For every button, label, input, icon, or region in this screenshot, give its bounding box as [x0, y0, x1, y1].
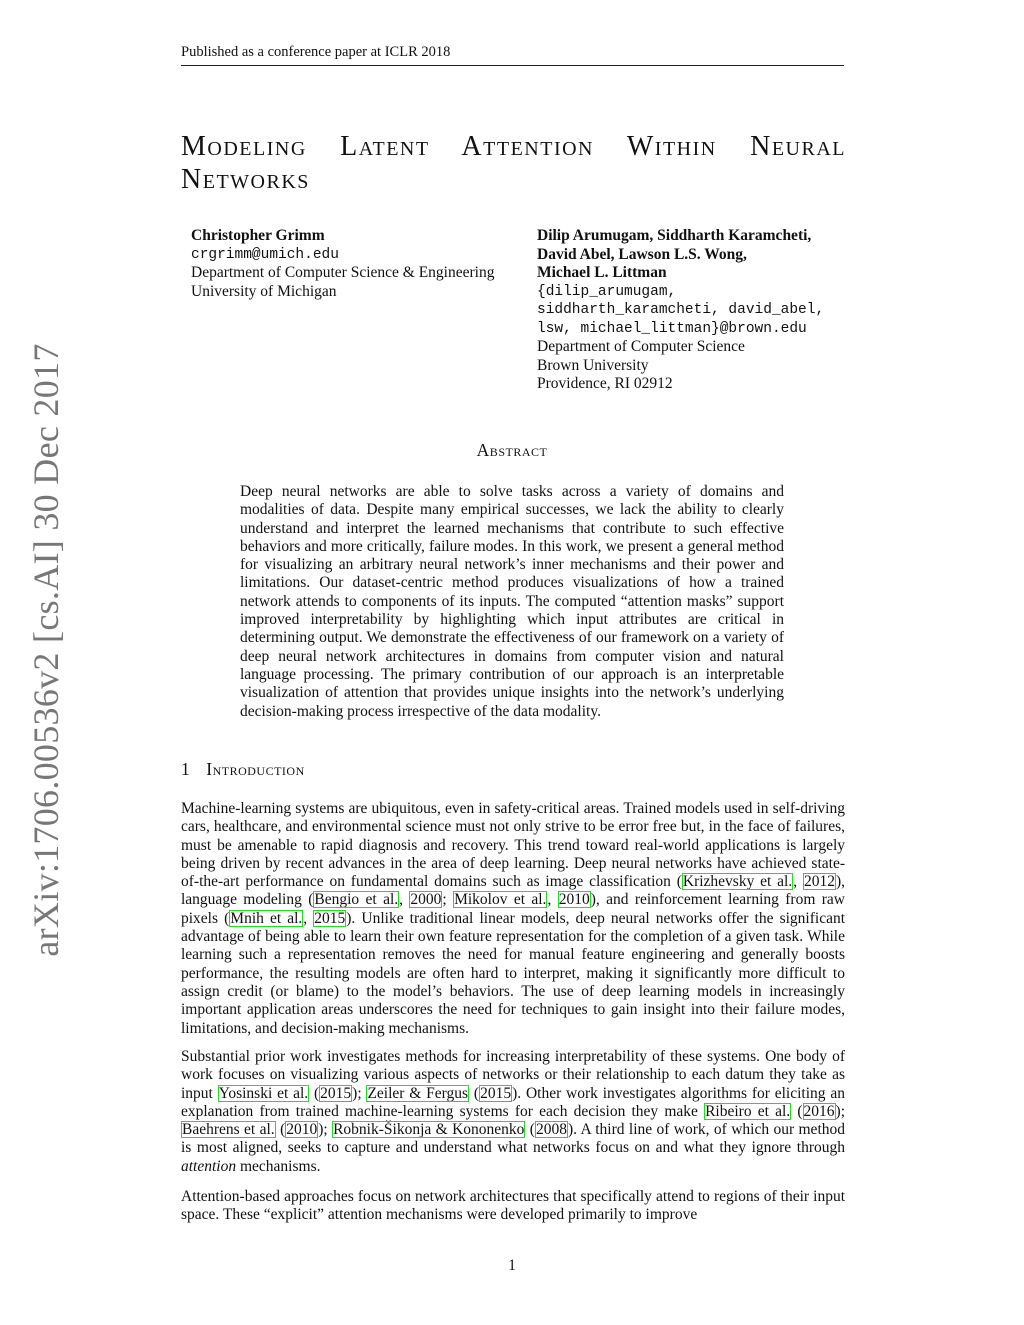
author-institution: Brown University [537, 356, 649, 374]
paragraph-text: ). A third line of work, of which our method is most aligned, seeks to capture and understand what networks focus on and what they ignore through [181, 1121, 845, 1157]
paragraph-text: ; [442, 891, 454, 909]
citation-link[interactable]: 2010 [558, 891, 590, 909]
paragraph-text: ( [525, 1121, 535, 1139]
citation-link[interactable]: Bengio et al. [314, 891, 399, 909]
paragraph-text: Machine-learning systems are ubiquitous, even in safety-critical areas. Trained models used in self-driving cars, healthcare, and environmental science must not only strive to be error free but, in the face of failures, must be amenable to rapid diagnosis and recovery. This trend toward real-world applications is largely being driven by recent advances in the area of deep learning. Deep neural networks have achieved state-of-the-art performance on fundamental domains such as image classification ( [181, 800, 845, 891]
running-header: Published as a conference paper at ICLR 2018 [181, 44, 451, 60]
citation-link[interactable]: Mikolov et al. [454, 891, 547, 909]
abstract-body: Deep neural networks are able to solve tasks across a variety of domains and modalities of data. Despite many empirical successes, we lack the ability to clearly understand and interpret the learned mechanisms that contribute to such effective behaviors and more critically, failure modes. In this work, we present a general method for visualizing an arbitrary neural network’s inner mechanisms and their power and limitations. Our dataset-centric method produces visualizations of how a trained network attends to components of its inputs. The computed “attention masks” support improved interpretability by highlighting which input attributes are critical in determining output. We demonstrate the effectiveness of our framework on a variety of deep neural network architectures in domains from computer vision and natural language processing. The primary contribution of our approach is an interpretable visualization of attention that provides unique insights into the network’s underlying decision-making process irrespective of the data modality. [240, 483, 784, 720]
citation-link[interactable]: 2015 [314, 909, 346, 927]
paragraph-text: ( [275, 1121, 286, 1139]
paragraph-text: , [547, 891, 558, 909]
citation-link[interactable]: 2010 [286, 1121, 318, 1139]
paragraph-text: ); [352, 1084, 367, 1102]
citation-link[interactable]: Yosinski et al. [218, 1084, 309, 1102]
author-email-line-3: lsw, michael_littman}@brown.edu [537, 320, 807, 337]
paragraph-text: ( [469, 1084, 480, 1102]
citation-link[interactable]: 2015 [480, 1084, 512, 1102]
paragraph-text: ), language modeling ( [181, 873, 845, 909]
author-block-brown [537, 227, 824, 394]
paper-title: Modeling Latent Attention Within Neural Networks [181, 131, 846, 195]
paragraph-text: , [793, 873, 803, 891]
author-department: Department of Computer Science & Engineering [191, 264, 495, 281]
citation-link[interactable]: Krizhevsky et al. [682, 873, 793, 891]
author-names-line-1: Dilip Arumugam, Siddharth Karamcheti, [537, 227, 812, 244]
introduction-heading [181, 759, 305, 780]
citation-link[interactable]: Baehrens et al. [182, 1121, 275, 1139]
page-number: 1 [508, 1257, 516, 1274]
author-address: Providence, RI 02912 [537, 375, 673, 392]
abstract-heading: Abstract [476, 440, 548, 460]
paragraph-text: ); [318, 1121, 333, 1139]
author-department: Department of Computer Science [537, 338, 745, 355]
citation-link[interactable]: Zeiler & Fergus [367, 1084, 469, 1102]
intro-paragraph-3: Attention-based approaches focus on network architectures that specifically attend to regions of their input space. These “explicit” attention mechanisms were developed primarily to improve [181, 1188, 845, 1224]
citation-link[interactable]: Robnik-Šikonja & Kononenko [333, 1121, 525, 1139]
citation-link[interactable]: 2016 [803, 1102, 835, 1120]
author-names-line-3: Michael L. Littman [537, 264, 667, 281]
author-names-line-2: David Abel, Lawson L.S. Wong, [537, 245, 747, 263]
citation-link[interactable]: 2008 [535, 1121, 567, 1139]
citation-link[interactable]: Ribeiro et al. [705, 1102, 791, 1120]
author-institution: University of Michigan [191, 282, 337, 300]
paragraph-text: ( [791, 1102, 803, 1120]
paragraph-text: ( [309, 1084, 320, 1102]
author-email-line-2: siddharth_karamcheti, david_abel, [537, 302, 825, 318]
arxiv-stamp: arXiv:1706.00536v2 [cs.AI] 30 Dec 2017 [26, 343, 66, 957]
paragraph-text: mechanisms. [236, 1157, 321, 1175]
author-email-line-1: {dilip_arumugam, [537, 283, 677, 300]
citation-link[interactable]: 2000 [410, 891, 442, 909]
paragraph-text: , [303, 909, 314, 927]
paragraph-text: ). Unlike traditional linear models, deep neural networks offer the significant advantage of being able to learn their own feature representation for the completion of a given task. While learning such a representation removes the need for manual feature engineering and generally boosts performance, the resulting models are often hard to interpret, making it significantly more difficult to assign credit (or blame) to the model’s behaviors. The use of deep learning models in increasingly important application areas underscores the need for techniques to gain insight into their failure modes, limitations, and decision-making mechanisms. [181, 909, 846, 1037]
intro-paragraph-2 [181, 1048, 845, 1176]
author-name: Christopher Grimm [191, 227, 325, 244]
emphasis-text: attention [181, 1157, 237, 1175]
paragraph-text: ). Other work investigates algorithms for eliciting an explanation from trained machine-learning systems for each decision they make [181, 1084, 845, 1120]
citation-link[interactable]: 2012 [803, 873, 835, 891]
intro-paragraph-1 [181, 800, 845, 1038]
paragraph-text: ), and reinforcement learning from raw pixels ( [181, 891, 845, 927]
paragraph-text: , [399, 891, 410, 909]
citation-link[interactable]: Mnih et al. [230, 909, 303, 927]
section-number: 1 [181, 759, 191, 779]
author-email: crgrimm@umich.edu [191, 246, 339, 263]
paragraph-text: ); [835, 1102, 845, 1120]
paragraph-text: Substantial prior work investigates methods for increasing interpretability of these systems. One body of work focuses on visualizing various aspects of networks or their relationship to each datum they take as input [181, 1048, 845, 1102]
section-title: Introduction [206, 759, 305, 779]
citation-link[interactable]: 2015 [320, 1084, 352, 1102]
header-rule [181, 65, 844, 66]
author-block-michigan [191, 227, 494, 301]
